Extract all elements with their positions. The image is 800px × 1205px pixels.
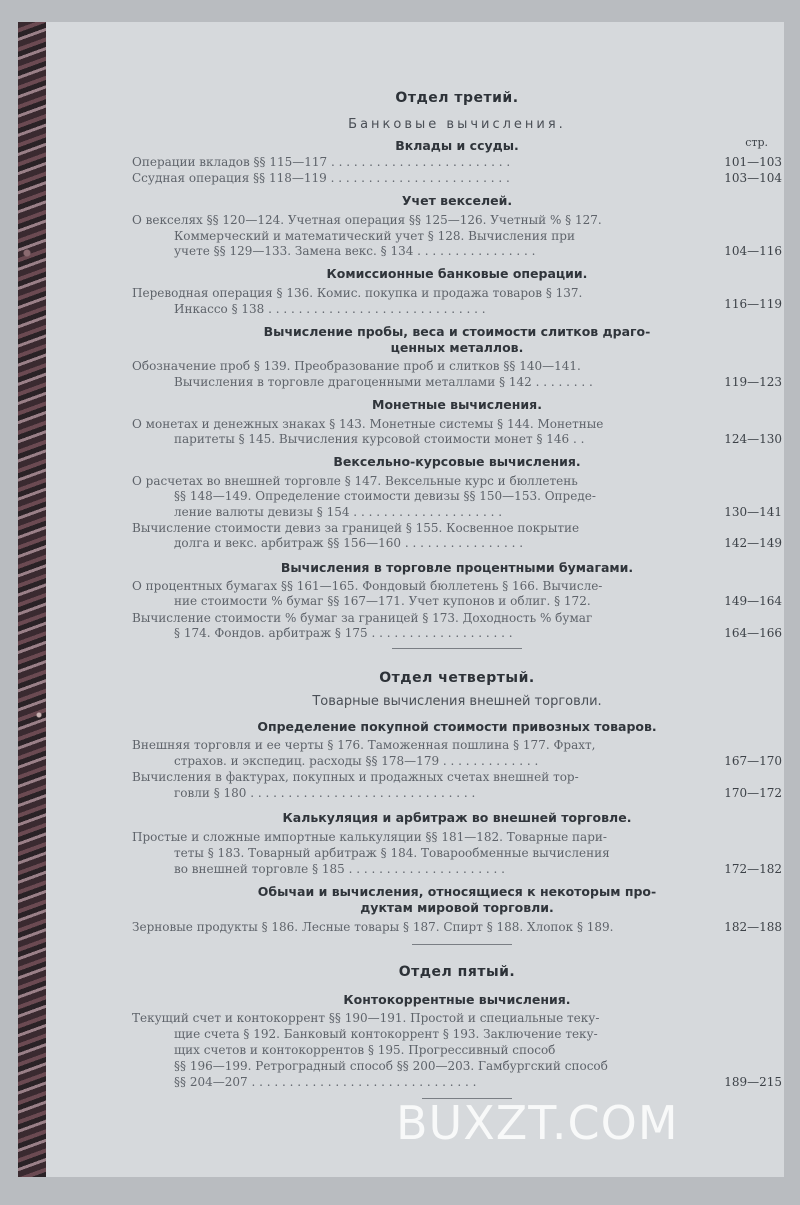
page-column-label: стр. [745,136,768,149]
toc-entry: Вычисление стоимости % бумаг за границей § 173. Доходность % бумаг [132,611,593,625]
toc-entry: страхов. и экспедиц. расходы §§ 178—179 . . . . . . . . . . . . . [174,754,539,768]
toc-entry: паритеты § 145. Вычисления курсовой стоимости монет § 146 . . [174,432,585,446]
page-range: 130—141 [724,505,782,519]
watermark-text: BUXZT.COM [396,1096,679,1150]
page-range: 124—130 [724,432,782,446]
section-title: Отдел четвертый. [379,670,535,686]
toc-entry: Зерновые продукты § 186. Лесные товары § 187. Спирт § 188. Хлопок § 189. [132,920,614,934]
document-page [46,22,784,1177]
toc-entry: Вычисление стоимости девиз за границей § 155. Косвенное покрытие [132,521,580,535]
toc-entry: учете §§ 129—133. Замена векс. § 134 . . . . . . . . . . . . . . . . [174,244,536,258]
toc-entry: Инкассо § 138 . . . . . . . . . . . . . . . . . . . . . . . . . . . . . [174,302,486,316]
toc-entry: § 174. Фондов. арбитраж § 175 . . . . . . . . . . . . . . . . . . . [174,626,513,640]
toc-entry: во внешней торговле § 185 . . . . . . . . . . . . . . . . . . . . . [174,862,505,876]
toc-entry: Операции вкладов §§ 115—117 . . . . . . . . . . . . . . . . . . . . . . . . [132,155,511,169]
toc-entry: долга и векс. арбитраж §§ 156—160 . . . . . . . . . . . . . . . . [174,536,524,550]
toc-entry: О процентных бумагах §§ 161—165. Фондовый бюллетень § 166. Вычисле- [132,579,603,593]
toc-entry: Коммерческий и математический учет § 128. Вычисления при [174,229,575,243]
chapter-heading: Вексельно-курсовые вычисления. [333,454,581,469]
page-range: 101—103 [724,155,782,169]
toc-entry: Простые и сложные импортные калькуляции §§ 181—182. Товарные пари- [132,830,607,844]
toc-entry: Ссудная операция §§ 118—119 . . . . . . . . . . . . . . . . . . . . . . . . [132,171,510,185]
page-range: 119—123 [724,375,782,389]
page-range: 172—182 [724,862,782,876]
page-range: 164—166 [724,626,782,640]
chapter-heading: Калькуляция и арбитраж во внешней торговле. [282,810,632,825]
chapter-heading: Определение покупной стоимости привозных товаров. [257,719,657,734]
chapter-heading: Монетные вычисления. [372,397,542,412]
toc-entry: §§ 148—149. Определение стоимости девизы §§ 150—153. Опреде- [174,489,596,503]
chapter-heading-cont: дуктам мировой торговли. [360,900,554,915]
toc-entry: щие счета § 192. Банковый контокоррент § 193. Заключение теку- [174,1027,598,1041]
section-divider [392,648,522,649]
toc-entry: Переводная операция § 136. Комис. покупка и продажа товаров § 137. [132,286,583,300]
toc-entry: Текущий счет и контокоррент §§ 190—191. Простой и специальные теку- [132,1011,600,1025]
chapter-heading: Комиссионные банковые операции. [326,266,588,281]
toc-entry: Внешняя торговля и ее черты § 176. Таможенная пошлина § 177. Фрахт, [132,738,596,752]
toc-entry: ление валюты девизы § 154 . . . . . . . . . . . . . . . . . . . . [174,505,503,519]
toc-entry: Вычисления в фактурах, покупных и продажных счетах внешней тор- [132,770,579,784]
section-subtitle: Банковые вычисления. [348,117,566,132]
toc-entry: О расчетах во внешней торговле § 147. Вексельные курс и бюллетень [132,474,578,488]
page-range: 149—164 [724,594,782,608]
chapter-heading-cont: ценных металлов. [390,340,524,355]
toc-entry: Вычисления в торговле драгоценными металлами § 142 . . . . . . . . [174,375,593,389]
chapter-heading: Учет векселей. [401,193,513,208]
section-title: Отдел третий. [395,90,519,106]
page-range: 189—215 [724,1075,782,1089]
section-title: Отдел пятый. [398,964,516,980]
page-range: 170—172 [724,786,782,800]
toc-entry: О векселях §§ 120—124. Учетная операция §§ 125—126. Учетный % § 127. [132,213,602,227]
page-range: 142—149 [724,536,782,550]
section-subtitle: Товарные вычисления внешней торговли. [312,694,602,709]
section-divider [412,944,512,945]
chapter-heading: Обычаи и вычисления, относящиеся к некоторым про- [257,884,657,899]
toc-entry: Обозначение проб § 139. Преобразование проб и слитков §§ 140—141. [132,359,581,373]
page-range: 167—170 [724,754,782,768]
chapter-heading: Вычисления в торговле процентными бумагами. [280,560,634,575]
toc-entry: §§ 204—207 . . . . . . . . . . . . . . . . . . . . . . . . . . . . . . [174,1075,477,1089]
page-range: 103—104 [724,171,782,185]
book-binding [18,22,48,1177]
toc-entry: §§ 196—199. Ретроградный способ §§ 200—203. Гамбургский способ [174,1059,608,1073]
chapter-heading: Контокоррентные вычисления. [343,992,571,1007]
toc-entry: щих счетов и контокоррентов § 195. Прогрессивный способ [174,1043,556,1057]
page-range: 104—116 [724,244,782,258]
toc-entry: говли § 180 . . . . . . . . . . . . . . . . . . . . . . . . . . . . . . [174,786,476,800]
toc-entry: О монетах и денежных знаках § 143. Монетные системы § 144. Монетные [132,417,604,431]
chapter-heading: Вклады и ссуды. [395,138,519,153]
page-range: 182—188 [724,920,782,934]
toc-entry: теты § 183. Товарный арбитраж § 184. Товарообменные вычисления [174,846,610,860]
toc-entry: ние стоимости % бумаг §§ 167—171. Учет купонов и облиг. § 172. [174,594,591,608]
page-range: 116—119 [724,297,782,311]
chapter-heading: Вычисление пробы, веса и стоимости слитков драго- [263,324,651,339]
